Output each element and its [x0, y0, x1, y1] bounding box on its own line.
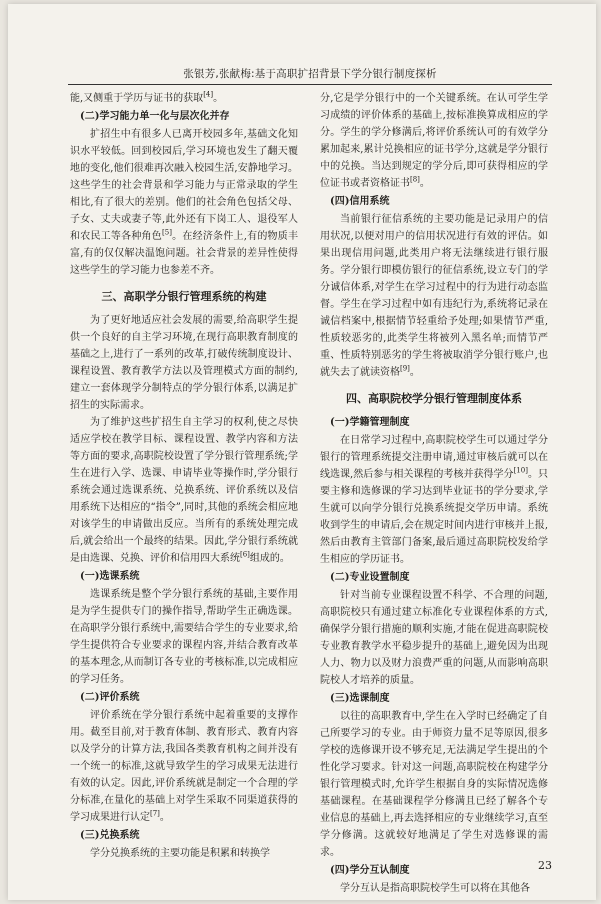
section-heading: 三、高职学分银行管理系统的构建	[101, 290, 267, 303]
paragraph: 学分互认是指高职院校学生可以将在其他各	[340, 883, 530, 894]
right-column	[320, 90, 548, 897]
journal-page	[8, 4, 596, 900]
subsection-heading: (二)专业设置制度	[330, 572, 410, 583]
running-head: 张银芳,张献梅:基于高职扩招背景下学分银行制度探析	[183, 68, 437, 80]
subsection-heading: (二)评价系统	[80, 692, 140, 703]
subsection-heading: (三)兑换系统	[80, 830, 140, 841]
citation: [5]	[162, 228, 172, 237]
subsection-heading: (二)学习能力单一化与层次化并存	[80, 111, 230, 122]
citation: [7]	[150, 809, 160, 818]
left-column	[70, 90, 298, 862]
subsection-heading: (一)学籍管理制度	[330, 417, 410, 428]
citation: [10]	[513, 466, 528, 475]
citation: [8]	[410, 175, 420, 184]
paragraph: 分,它是学分银行中的一个关键系统。在认可学生学习成绩的评价体系的基础上,按标准换算成相应的学分。学生的学分修满后,将评价系统认可的有效学分累加起来,累计兑换相应的证书学分,这就是学分银行中的兑换。当达到规定的学分后,即可获得相应的学位证书或者资格证书[8]。	[320, 93, 548, 189]
section-heading: 四、高职院校学分银行管理制度体系	[346, 392, 522, 405]
page-number: 23	[538, 859, 552, 872]
citation: [4]	[203, 90, 214, 99]
paragraph: 为了更好地适应社会发展的需要,给高职学生提供一个良好的自主学习环境,在现行高职教育制度的基础之上,进行了一系列的改革,打破传统制度设计、课程设置、教育教学方法以及管理模式方面的制约,建立一套体现学分制特点的学分银行体系,以满足扩招生的实际需求。	[70, 315, 298, 411]
paragraph: 在日常学习过程中,高职院校学生可以通过学分银行的管理系统提交注册申请,通过审核后就可以在线选课,然后参与相关课程的考核并获得学分[10]。只要主修和选修课的学习达到毕业证书的学分要求,学生就可以向学分银行兑换系统提交学历申请。系统收到学生的申请后,会在规定时间内进行审核并上报,然后由教育主管部门备案,最后通过高职院校发给学生相应的学历证书。	[320, 435, 548, 565]
subsection-heading: (四)学分互认制度	[330, 865, 410, 876]
paragraph: 能,又侧重于学历与证书的获取[4]。	[70, 90, 224, 104]
paragraph: 评价系统在学分银行系统中起着重要的支撑作用。截至目前,对于教育体制、教育形式、教育内容以及学分的计算方法,我国各类教育机构之间并没有一个统一的标准,这就导致学生的学习成果无法进行有效的认定。因此,评价系统就是制定一个合理的学分标准,在量化的基础上对学生采取不同渠道获得的学习成果进行认定[7]。	[70, 710, 298, 823]
paragraph: 扩招生中有很多人已离开校园多年,基础文化知识水平较低。回到校园后,学习环境也发生了翻天覆地的变化,他们很难再次融入校园生活,安静地学习。这些学生的社会背景和学习能力与正常录取的学生相比,有了很大的差别。他们的社会角色包括父母、子女、丈夫或妻子等,此外还有下岗工人、退役军人和农民工等各种角色[5]。在经济条件上,有的物质丰富,有的仅仅解决温饱问题。社会背景的差异性使得这些学生的学习能力也参差不齐。	[70, 129, 299, 276]
paragraph: 为了维护这些扩招生自主学习的权利,使之尽快适应学校在教学目标、课程设置、教学内容和方法等方面的要求,高职院校设置了学分银行管理系统;学生在进行入学、选课、申请毕业等操作时,学分银行系统会通过选课系统、兑换系统、评价系统以及信用系统下达相应的“指令”,同时,其他的系统会相应地对该学生的申请做出反应。当所有的系统处理完成后,就会给出一个最终的结果。因此,学分银行系统就是由选课、兑换、评价和信用四大系统[6]组成的。	[70, 417, 298, 564]
citation: [9]	[400, 364, 410, 373]
citation: [6]	[240, 550, 250, 559]
paragraph: 学分兑换系统的主要功能是积累和转换学	[90, 848, 270, 859]
subsection-heading: (四)信用系统	[330, 196, 390, 207]
paragraph: 选课系统是整个学分银行系统的基础,主要作用是为学生提供专门的操作指导,帮助学生正确选课。在高职学分银行系统中,需要结合学生的专业要求,给学生提供符合专业要求的课程内容,并结合教育改革的基本理念,从而制订各专业的考核标准,以完成相应的学习任务。	[70, 589, 298, 685]
header-rule	[68, 84, 552, 85]
paragraph: 针对当前专业课程设置不科学、不合理的问题,高职院校只有通过建立标准化专业课程体系的方式,确保学分银行措施的顺利实施,才能在促进高职院校专业教育教学水平稳步提升的基础上,避免因为出现人力、物力以及财力浪费严重的问题,从而影响高职院校人才培养的质量。	[320, 590, 548, 686]
paragraph: 当前银行征信系统的主要功能是记录用户的信用状况,以便对用户的信用状况进行有效的评估。如果出现信用问题,此类用户将无法继续进行银行服务。学分银行即模仿银行的征信系统,设立专门的学分诚信体系,对学生在学习过程中的行为进行动态监督。学生在学习过程中如有违纪行为,系统将记录在诚信档案中,根据情节轻重给予处理;如果情节严重,性质较恶劣的,此类学生将被列入黑名单;而情节严重、性质特别恶劣的学生将被取消学分银行账户,也就失去了就读资格[9]。	[320, 214, 548, 378]
paragraph: 以往的高职教育中,学生在入学时已经确定了自己所要学习的专业。由于师资力量不足等原因,很多学校的选修课开设不够充足,无法满足学生提出的个性化学习要求。针对这一问题,高职院校在构建学分银行管理模式时,允许学生根据自身的实际情况选修基础课程。在基础课程学分修满且已经了解各个专业信息的基础上,再去选择相应的专业继续学习,直至学分修满。这就较好地满足了学生对选修课的需求。	[320, 711, 548, 858]
subsection-heading: (三)选课制度	[330, 693, 390, 704]
subsection-heading: (一)选课系统	[80, 571, 140, 582]
